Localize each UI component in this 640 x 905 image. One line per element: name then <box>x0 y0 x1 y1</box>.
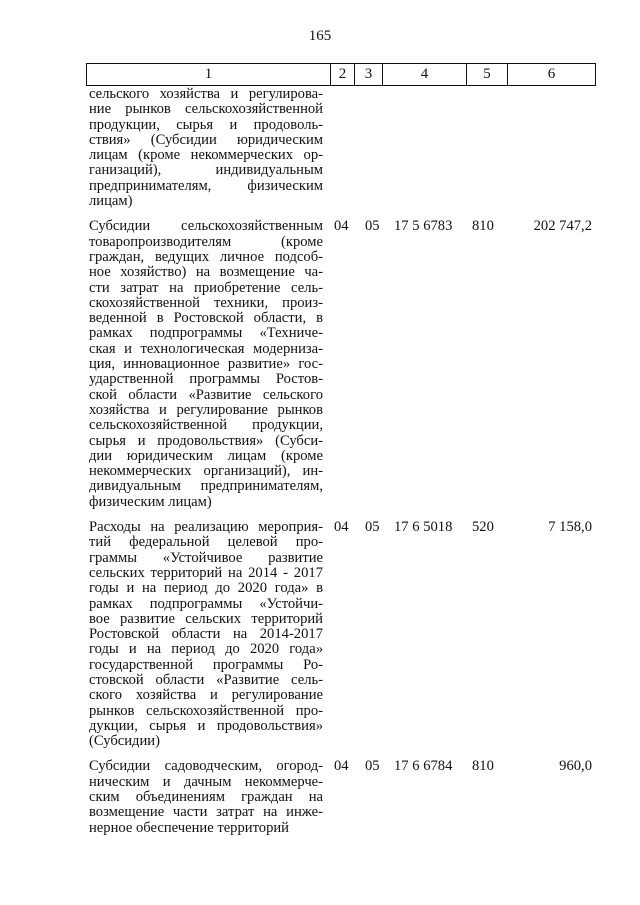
description-line: Субсидии садоводческим, огород- <box>89 758 323 775</box>
header-col-1: 1 <box>87 64 331 85</box>
description-line: Субсидии сельскохозяйственным <box>89 218 323 235</box>
description-line: ская и технологическая модерниза- <box>89 340 323 357</box>
table-body <box>86 87 596 846</box>
page-number: 165 <box>308 28 332 44</box>
row-c4: 17 6 6784 <box>394 758 453 775</box>
description-line: ским объединениям граждан на <box>89 789 323 806</box>
description-line: физическим лицам) <box>89 493 212 510</box>
header-col-6: 6 <box>547 66 556 82</box>
row-c3: 05 <box>365 519 380 536</box>
description-line: ской области «Развитие сельского <box>89 386 323 403</box>
description-line: скохозяйственной техники, произ- <box>89 294 323 311</box>
table-row <box>86 219 596 510</box>
row-c3: 05 <box>365 218 380 235</box>
row-c5: 810 <box>472 758 494 775</box>
header-col-5: 5 <box>467 64 508 85</box>
description-line: лицам (кроме некоммерческих ор- <box>89 147 323 164</box>
row-c4: 17 6 5018 <box>394 519 453 536</box>
description-line: лицам) <box>89 193 133 210</box>
row-c2: 04 <box>334 758 349 775</box>
description-line: рамках подпрограммы «Устойчи- <box>89 595 323 612</box>
description-line: (Субсидии) <box>89 733 160 750</box>
row-c5: 520 <box>472 519 494 536</box>
table-row <box>86 759 596 835</box>
description-line: ное хозяйство) на возмещение ча- <box>89 264 323 281</box>
table-header-row <box>86 63 596 86</box>
description-line: ского хозяйства и регулирование <box>89 687 323 704</box>
table-row <box>86 87 596 209</box>
row-description <box>89 219 323 510</box>
row-description <box>89 520 323 749</box>
description-line: ствия» (Субсидии юридическим <box>89 131 323 148</box>
row-c4: 17 5 6783 <box>394 218 453 235</box>
row-c5: 810 <box>472 218 494 235</box>
row-c2: 04 <box>334 218 349 235</box>
description-line: годы и на период до 2020 года» <box>89 641 323 658</box>
description-line: товаропроизводителям (кроме <box>89 233 323 250</box>
description-line: сельских территорий на 2014 - 2017 <box>89 564 323 581</box>
description-line: продукции, сырья и продоволь- <box>89 116 323 133</box>
description-line: дии юридическим лицам (кроме <box>89 447 323 464</box>
description-line: государственной программы Ро- <box>89 656 323 673</box>
description-line: ция, инновационное развитие» гос- <box>89 356 323 373</box>
description-line: годы и на период до 2020 года» в <box>89 580 323 597</box>
description-line: рамках подпрограммы «Техниче- <box>89 325 323 342</box>
description-line: некоммерческих организаций), ин- <box>89 463 323 480</box>
description-line: ганизаций), индивидуальным <box>89 162 323 179</box>
description-line: сельскохозяйственной продукции, <box>89 417 323 434</box>
description-line: сельского хозяйства и регулирова- <box>89 86 323 102</box>
description-line: сти затрат на приобретение сель- <box>89 279 323 296</box>
description-line: граммы «Устойчивое развитие <box>89 549 323 566</box>
row-c6: 7 158,0 <box>548 519 592 536</box>
header-col-3: 3 <box>355 64 383 85</box>
description-line: рынков сельскохозяйственной про- <box>89 702 323 719</box>
row-c6: 202 747,2 <box>533 218 592 235</box>
description-line: дукции, сырья и продовольствия» <box>89 717 323 734</box>
header-col-2: 2 <box>331 64 355 85</box>
row-description <box>89 87 323 209</box>
description-line: веденной в Ростовской области, в <box>89 310 323 327</box>
description-line: тий федеральной целевой про- <box>89 534 323 551</box>
description-line: Расходы на реализацию мероприя- <box>89 519 323 536</box>
description-line: граждан, ведущих личное подсоб- <box>89 248 323 265</box>
description-line: ние рынков сельскохозяйственной <box>89 101 323 118</box>
description-line: сырья и продовольствия» (Субси- <box>89 432 323 449</box>
table-row <box>86 520 596 749</box>
description-line: вое развитие сельских территорий <box>89 610 323 627</box>
description-line: хозяйства и регулирование рынков <box>89 401 323 418</box>
description-line: ударственной программы Ростов- <box>89 371 323 388</box>
description-line: Ростовской области на 2014-2017 <box>89 626 323 643</box>
row-c2: 04 <box>334 519 349 536</box>
description-line: возмещение части затрат на инже- <box>89 804 323 821</box>
description-line: стовской области «Развитие сель- <box>89 671 323 688</box>
description-line: дивидуальным предпринимателям, <box>89 478 323 495</box>
description-line: нерное обеспечение территорий <box>89 819 289 836</box>
row-c3: 05 <box>365 758 380 775</box>
row-c6: 960,0 <box>559 758 592 775</box>
header-col-4: 4 <box>383 64 467 85</box>
row-description <box>89 759 323 835</box>
description-line: ническим и дачным некоммерче- <box>89 773 323 790</box>
description-line: предпринимателям, физическим <box>89 177 323 194</box>
